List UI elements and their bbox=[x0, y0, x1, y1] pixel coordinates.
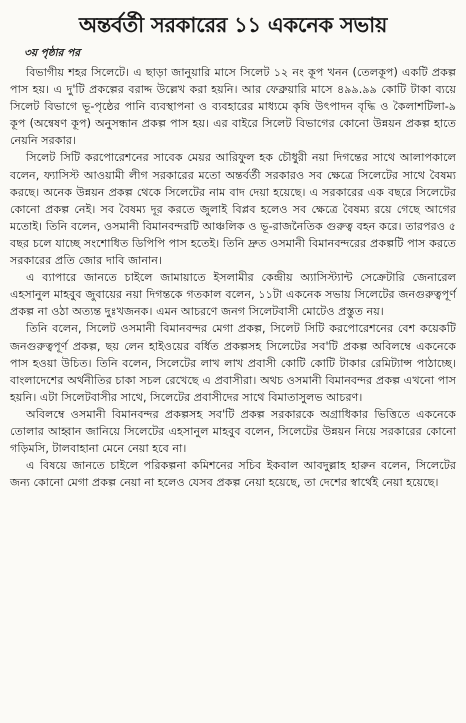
article-headline: অন্তর্বর্তী সরকারের ১১ একনেক সভায় bbox=[78, 13, 388, 37]
article-paragraph-5: অবিলম্বে ওসমানী বিমানবন্দর প্রকল্পসহ সব'টি প্রকল্প সরকারকে অগ্রাধিকার ভিত্তিতে একনেকে তোলার আহ্বান জানিয়ে সিলেটের এহসানুল মাহবুব বলেন, সিলেটের উন্নয়ন নিয়ে সরকারের কোনো গড়িমসি, টালবাহানা মেনে নেয়া হবে না। bbox=[10, 407, 456, 456]
article-paragraph-1: বিভাগীয় শহর সিলেটে। এ ছাড়া জানুয়ারি মাসে সিলেট ১২ নং কূপ খনন (তেলকূপ) একটি প্রকল্প পাস হয়। এ দু'টি প্রকল্পের বরাদ্দ উল্লেখ করা হয়নি। আর ফেব্রুয়ারি মাসে ৪৯৯.৯৯ কোটি টাকা ব্যয়ে সিলেট বিভাগে ভূ-পৃষ্ঠের পানি ব্যবস্থাপনা ও ব্যবহারের মাধ্যমে কৃষি উৎপাদন বৃদ্ধি ও কৈলাশটিলা-৯ কূপ (অন্বেষণ কূপ) অনুসন্ধান প্রকল্প পাস হয়। এর বাইরে সিলেট বিভাগের কোনো উন্নয়ন প্রকল্প হাতে নেয়নি সরকার। bbox=[10, 66, 456, 148]
article-paragraph-2: সিলেট সিটি করপোরেশনের সাবেক মেয়র আরিফুল হক চৌধুরী নয়া দিগন্তের সাথে আলাপকালে বলেন, ফ্যাসিস্ট আওয়ামী লীগ সরকারের মতো অন্তর্বর্তী সরকারও সব ক্ষেত্রে সিলেটের সাথে বৈষম্য করছে। অনেক উন্নয়ন প্রকল্প থেকে সিলেটের নাম বাদ দেয়া হয়েছে। এ সরকারের এক বছরে সিলেটের কোনো প্রকল্প নেই। সব বৈষম্য দূর করতে জুলাই বিপ্লব হলেও সব ক্ষেত্রে বৈষম্য রয়ে গেছে আগের মতোই। তিনি বলেন, ওসমানী বিমানবন্দরটি আঞ্চলিক ও ভূ-রাজনৈতিক গুরুত্ব বহন করে। তারপরও ৫ বছর চলে যাচ্ছে সংশোধিত ডিপিপি পাস হতেই। তিনি দ্রুত ওসমানী বিমানবন্দরের প্রকল্পটি পাস করতে সরকারের প্রতি জোর দাবি জানান। bbox=[10, 151, 456, 268]
article-paragraph-6: এ বিষয়ে জানতে চাইলে পরিকল্পনা কমিশনের সচিব ইকবাল আবদুল্লাহ হারুন বলেন, সিলেটের জন্য কোনো মেগা প্রকল্প নেয়া না হলেও যেসব প্রকল্প নেয়া হয়েছে, তা দেশের স্বার্থেই নেয়া হয়েছে। bbox=[10, 459, 456, 490]
continued-from-label: ৩য় পৃষ্ঠার পর bbox=[24, 47, 81, 59]
article-paragraph-3: এ ব্যাপারে জানতে চাইলে জামায়াতে ইসলামীর কেন্দ্রীয় অ্যাসিস্ট্যান্ট সেক্রেটারি জেনারেল এহসানুল মাহবুব জুবায়ের নয়া দিগন্তকে গতকাল বলেন, ১১টা একনেক সভায় সিলেটের জনগুরুত্বপূর্ণ প্রকল্প না ওঠা অত্যন্ত দুঃখজনক। এমন আচরণে জনগ সিলেটবাসী মোটেও প্রস্তুত নয়। bbox=[10, 271, 456, 319]
article-body bbox=[10, 64, 456, 491]
article-paragraph-4: তিনি বলেন, সিলেট ওসমানী বিমানবন্দর মেগা প্রকল্প, সিলেট সিটি করপোরেশনের বেশ কয়েকটি জনগুরুত্বপূর্ণ প্রকল্প, ছয় লেন হাইওয়ের বর্ধিত প্রকল্পসহ সিলেটের সব'টি প্রকল্প অবিলম্বে একনেকে পাস হওয়া উচিত। তিনি বলেন, সিলেটের লাখ লাখ প্রবাসী কোটি কোটি টাকার রেমিট্যান্স পাঠাচ্ছে। বাংলাদেশের অর্থনীতির চাকা সচল রেখেছে এ প্রবাসীরা। অথচ ওসমানী বিমানবন্দর প্রকল্প এখনো পাস হয়নি। এটা সিলেটবাসীর সাথে, সিলেটের প্রবাসীদের সাথে বিমাতাসুলভ আচরণ। bbox=[10, 322, 456, 404]
